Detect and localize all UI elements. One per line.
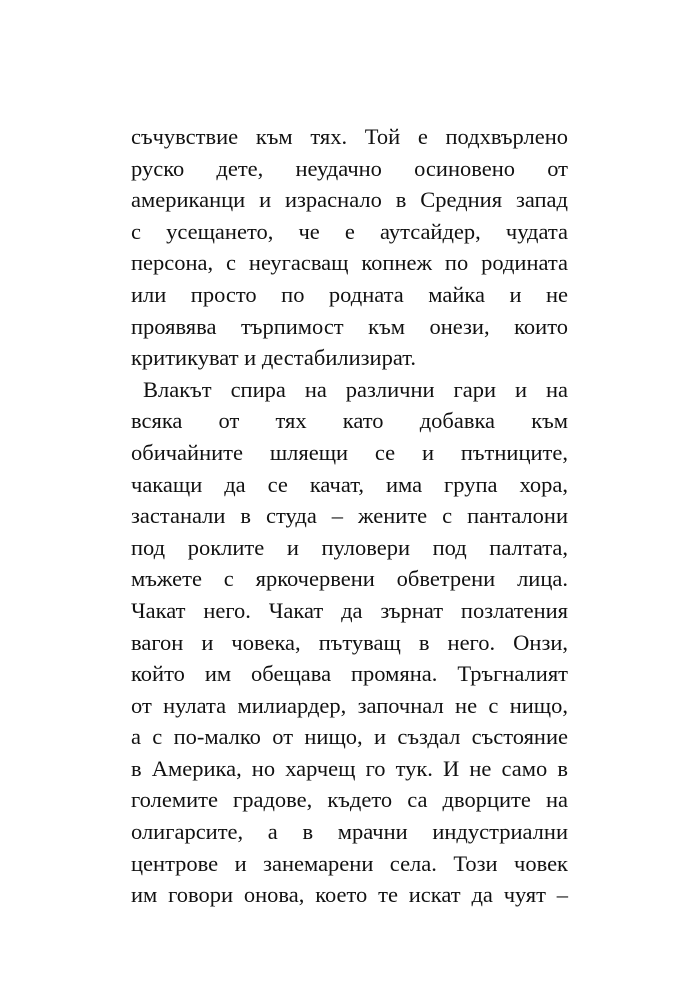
text-line: олигарсите, а в мрачни индустриални: [131, 819, 568, 845]
body-text: [131, 121, 568, 911]
text-line: американци и израснало в Средния запад: [131, 187, 568, 213]
text-line: критикуват и дестабилизират.: [131, 345, 416, 371]
text-line: вагон и човека, пътуващ в него. Онзи,: [131, 629, 568, 655]
text-line: руско дете, неудачно осиновено от: [131, 155, 568, 181]
text-line: а с по-малко от нищо, и създал състояние: [131, 724, 568, 750]
text-line: всяка от тях като добавка към: [131, 408, 568, 434]
text-line: под роклите и пуловери под палтата,: [131, 534, 568, 560]
text-line: големите градове, където са дворците на: [131, 787, 568, 813]
text-line: им говори онова, което те искат да чуят –: [131, 882, 568, 908]
text-line: или просто по родната майка и не: [131, 281, 568, 307]
text-line: съчувствие към тях. Той е подхвърлено: [131, 124, 568, 149]
text-line: Влакът спира на различни гари и на: [143, 376, 568, 402]
text-line: обичайните шляещи се и пътниците,: [131, 439, 568, 465]
text-line: в Америка, но харчещ го тук. И не само в: [131, 755, 568, 781]
paragraph-1: [131, 121, 568, 374]
text-line: с усещането, че е аутсайдер, чудата: [131, 218, 568, 244]
text-line: мъжете с яркочервени обветрени лица.: [131, 566, 568, 592]
text-line: персона, с неугасващ копнеж по родината: [131, 250, 568, 276]
text-line: Чакат него. Чакат да зърнат позлатения: [131, 597, 568, 623]
paragraph-2: [131, 374, 568, 911]
text-line: чакащи да се качат, има група хора,: [131, 471, 568, 497]
text-line: който им обещава промяна. Тръгналият: [131, 661, 568, 687]
text-line: проявява търпимост към онези, които: [131, 313, 568, 339]
text-line: центрове и занемарени села. Този човек: [131, 850, 568, 876]
text-line: от нулата милиардер, започнал не с нищо,: [131, 692, 568, 718]
text-line: застанали в студа – жените с панталони: [131, 503, 568, 529]
